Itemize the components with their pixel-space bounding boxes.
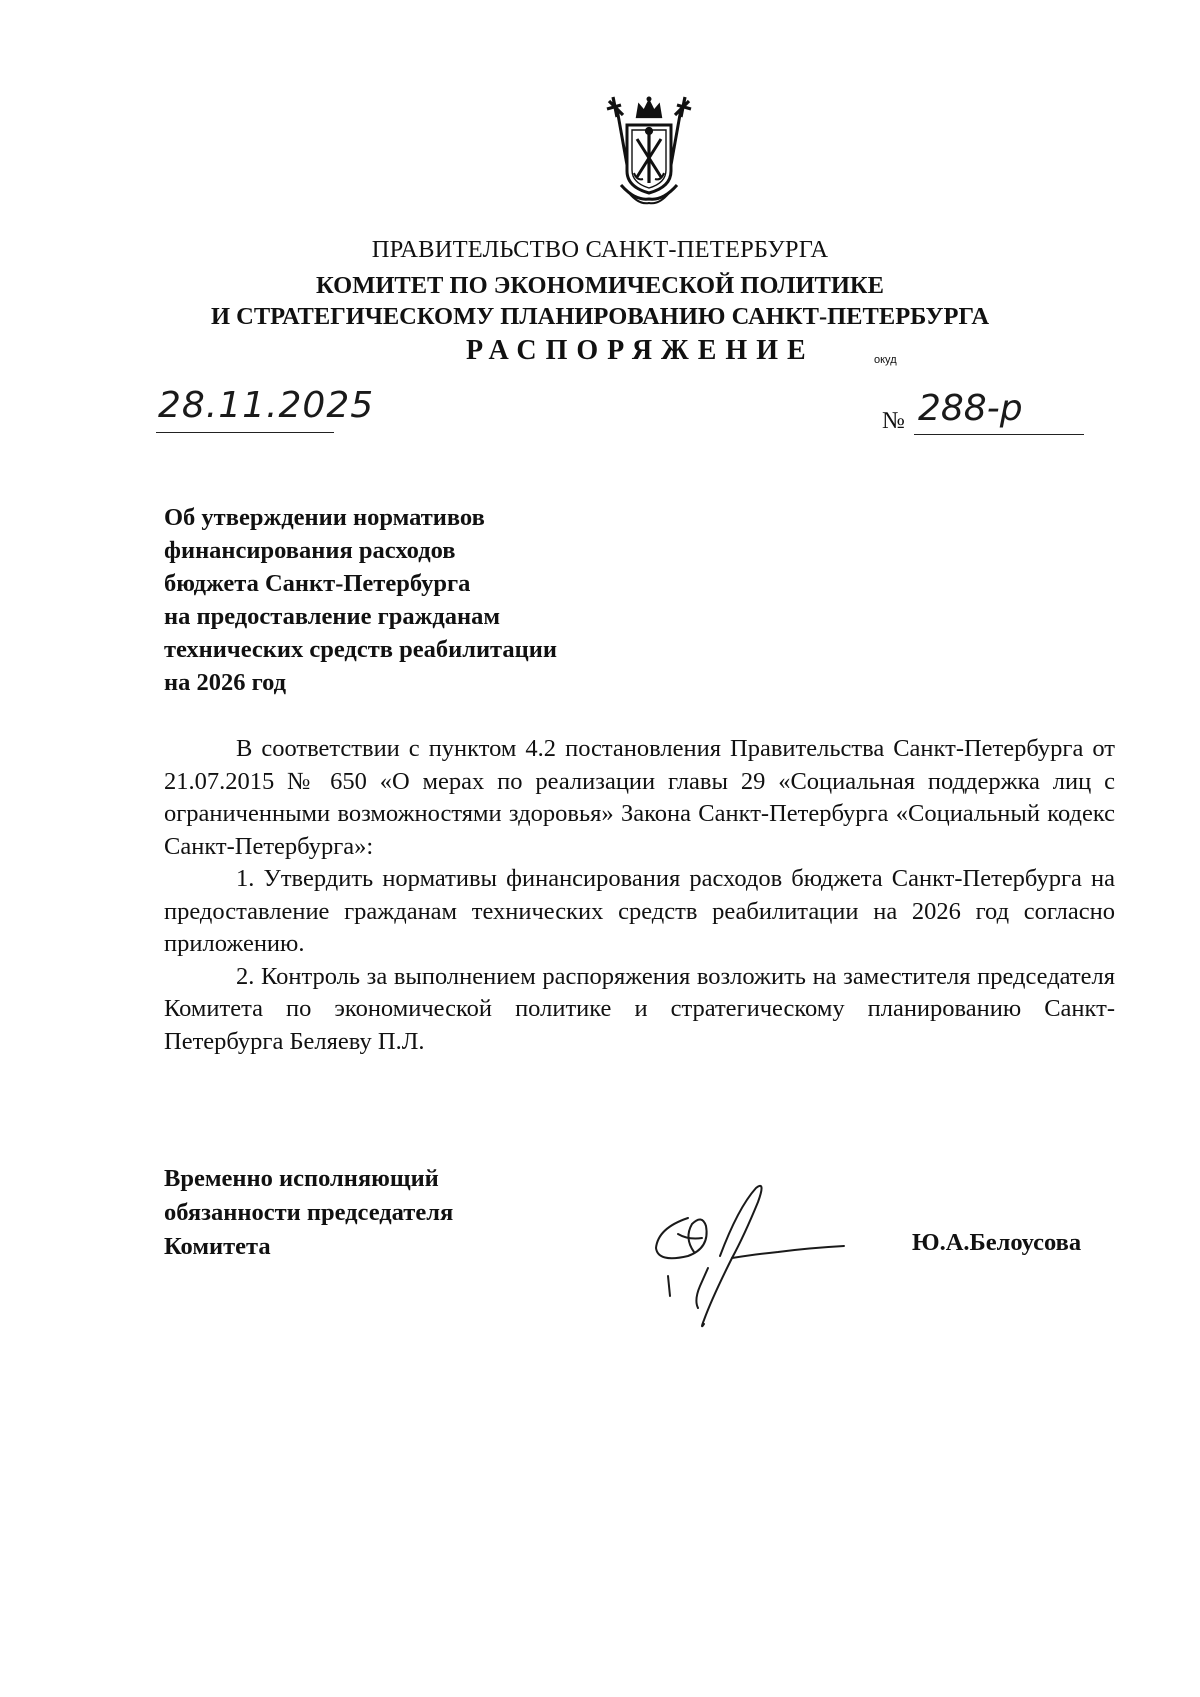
signatory-title-line: обязанности председателя: [164, 1199, 454, 1226]
signatory-name: Ю.А.Белоусова: [912, 1229, 1082, 1256]
subject-line: Об утверждении нормативов: [164, 504, 485, 531]
signatory-title-line: Временно исполняющий: [164, 1165, 439, 1192]
committee-name-line-2: И СТРАТЕГИЧЕСКОМУ ПЛАНИРОВАНИЮ САНКТ-ПЕТЕРБУРГА: [210, 303, 990, 330]
date-underline: [156, 432, 334, 433]
okud-label: окуд: [874, 354, 897, 366]
subject-line: на предоставление гражданам: [164, 603, 501, 630]
number-sign: №: [882, 408, 905, 434]
committee-name-line-1: КОМИТЕТ ПО ЭКОНОМИЧЕСКОЙ ПОЛИТИКЕ: [315, 272, 885, 299]
document-date: 28.11.2025: [158, 385, 375, 426]
item-2-paragraph: 2. Контроль за выполнением распоряжения возложить на заместителя председателя Комитета по экономической политике и стратегическому планированию Санкт-Петербурга Беляеву П.Л.: [164, 962, 1115, 1055]
coat-of-arms-emblem: [599, 95, 699, 207]
number-underline: [914, 434, 1084, 435]
subject-line: на 2026 год: [164, 669, 287, 696]
preamble-paragraph: В соответствии с пунктом 4.2 постановления Правительства Санкт-Петербурга от 21.07.2015 № 650 «О мерах по реализации главы 29 «Социальная поддержка лиц с ограниченными возможностями здоровья» Закона Санкт-Петербурга «Социальный кодекс Санкт-Петербурга»:: [164, 735, 1115, 860]
document-subject: [164, 501, 557, 699]
document-body: [164, 733, 1115, 1058]
document-type: РАСПОРЯЖЕНИЕ: [466, 335, 815, 366]
handwritten-signature: [648, 1178, 846, 1338]
subject-line: технических средств реабилитации: [164, 636, 557, 663]
government-name: ПРАВИТЕЛЬСТВО САНКТ-ПЕТЕРБУРГА: [371, 236, 829, 263]
subject-line: бюджета Санкт-Петербурга: [164, 570, 471, 597]
signatory-title-line: Комитета: [164, 1233, 271, 1260]
document-number: 288-р: [918, 388, 1023, 429]
subject-line: финансирования расходов: [164, 537, 456, 564]
item-1-paragraph: 1. Утвердить нормативы финансирования расходов бюджета Санкт-Петербурга на предоставление гражданам технических средств реабилитации на 2026 год согласно приложению.: [164, 865, 1115, 957]
signatory-title: [164, 1162, 453, 1264]
